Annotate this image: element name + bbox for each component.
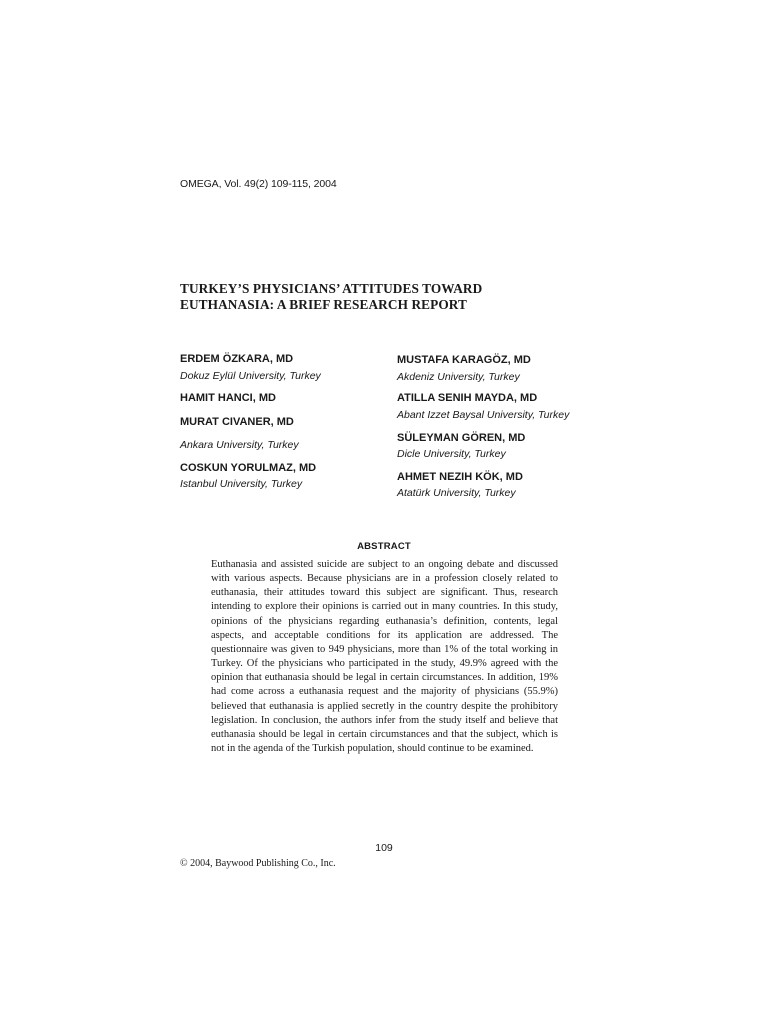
author-affiliation: Akdeniz University, Turkey [397, 371, 520, 383]
author-name: ATILLA SENIH MAYDA, MD [397, 392, 538, 404]
page-number: 109 [375, 842, 393, 854]
abstract-text: Euthanasia and assisted suicide are subject to an ongoing debate and discussed with various aspects. Because physicians are in a profession closely related to euthanasia, their attitudes toward this subject are significant. Thus, research intending to explore their opinions is carried out in many countries. In this study, opinions of the physicians regarding euthanasia’s definition, contents, legal aspects, and acceptable conditions for its application are addressed. The questionnaire was given to 949 physicians, more than 1% of the total working in Turkey. Of the physicians who participated in the study, 49.9% agreed with the opinion that euthanasia should be legal in certain circumstances. In addition, 19% had come across a euthanasia request and the majority of physicians (55.9%) believed that euthanasia is applied secretly in the country despite the prohibitory legislation. In conclusion, the authors infer from the study itself and believe that euthanasia should be legal in certain circumstances and that the subject, which is not in the agenda of the Turkish population, should continue to be examined. [211, 559, 558, 755]
author-name: HAMIT HANCI, MD [180, 392, 276, 404]
author-name: MURAT CIVANER, MD [180, 416, 294, 428]
author-affiliation: Dokuz Eylül University, Turkey [180, 370, 321, 382]
author-name: ERDEM ÖZKARA, MD [180, 353, 294, 365]
abstract-heading: ABSTRACT [357, 541, 411, 552]
article-title-line-1: TURKEY’S PHYSICIANS’ ATTITUDES TOWARD [180, 281, 483, 296]
author-affiliation: Dicle University, Turkey [397, 448, 506, 460]
author-affiliation: Istanbul University, Turkey [180, 478, 303, 490]
author-name: MUSTAFA KARAGÖZ, MD [397, 354, 531, 366]
copyright-notice: © 2004, Baywood Publishing Co., Inc. [180, 858, 336, 869]
author-affiliation: Ankara University, Turkey [180, 439, 299, 451]
article-title [180, 281, 600, 313]
author-affiliation: Atatürk University, Turkey [397, 487, 516, 499]
author-name: SÜLEYMAN GÖREN, MD [397, 432, 526, 444]
article-title-line-2: EUTHANASIA: A BRIEF RESEARCH REPORT [180, 297, 467, 312]
author-name: AHMET NEZIH KÖK, MD [397, 471, 523, 483]
author-name: COSKUN YORULMAZ, MD [180, 462, 317, 474]
journal-citation: OMEGA, Vol. 49(2) 109-115, 2004 [180, 178, 337, 190]
author-affiliation: Abant Izzet Baysal University, Turkey [397, 409, 570, 421]
